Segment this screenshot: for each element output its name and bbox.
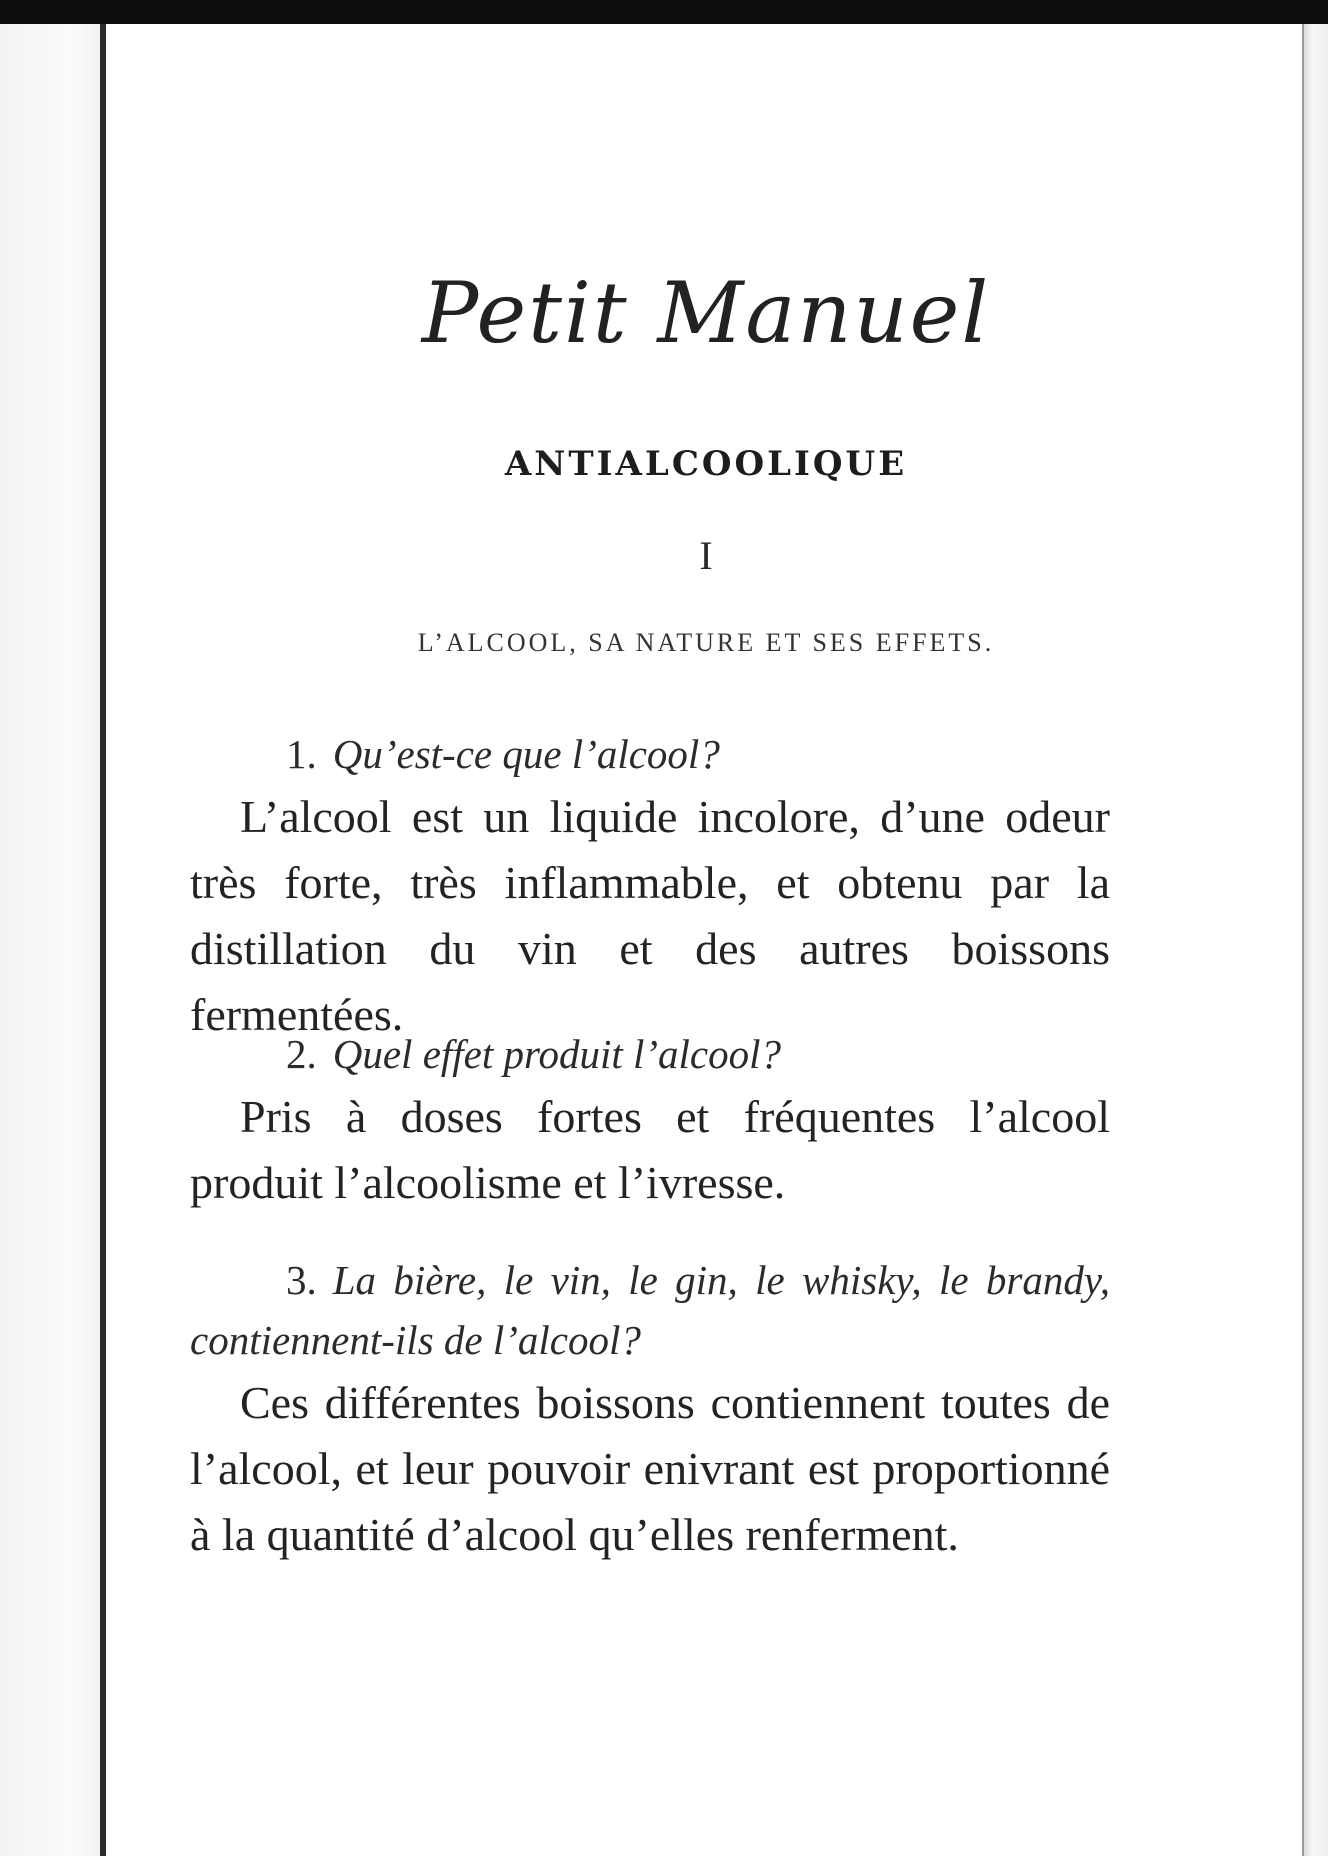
page-title: Petit Manuel [421, 264, 991, 362]
answer-3: Ces différentes boissons contiennent toutes de l’alcool, et leur pouvoir enivrant est proportionné à la quantité d’alcool qu’elles renferment. [190, 1377, 1110, 1560]
chapter-heading: L’ALCOOL, SA NATURE ET SES EFFETS. [417, 628, 995, 657]
book-page [106, 24, 1302, 1856]
question-number: 1. [286, 731, 317, 777]
qa-item-3 [190, 1250, 1110, 1568]
page-subtitle: ANTIALCOOLIQUE [504, 444, 908, 484]
question-2 [190, 1024, 1110, 1084]
answer-2: Pris à doses fortes et fréquentes l’alcool produit l’alcoolisme et l’ivresse. [190, 1091, 1110, 1208]
qa-item-2 [190, 1024, 1110, 1216]
qa-item-1 [190, 724, 1110, 1048]
question-number: 3. [286, 1257, 317, 1303]
question-text: La bière, le vin, le gin, le whisky, le brandy, contiennent-ils de l’alcool? [190, 1257, 1110, 1363]
page-edge-line [1302, 24, 1304, 1856]
scan-top-border [0, 0, 1328, 24]
question-text: Qu’est-ce que l’alcool? [332, 731, 720, 777]
question-1 [190, 724, 1110, 784]
question-3 [190, 1250, 1110, 1370]
answer-1: L’alcool est un liquide incolore, d’une odeur très forte, très inflammable, et obtenu par la distillation du vin et des autres boissons fermentées. [190, 791, 1110, 1040]
question-number: 2. [286, 1031, 317, 1077]
facing-page-margin [0, 24, 104, 1856]
question-text: Quel effet produit l’alcool? [332, 1031, 782, 1077]
page-edge-right [1302, 24, 1328, 1856]
chapter-number: I [699, 533, 713, 578]
